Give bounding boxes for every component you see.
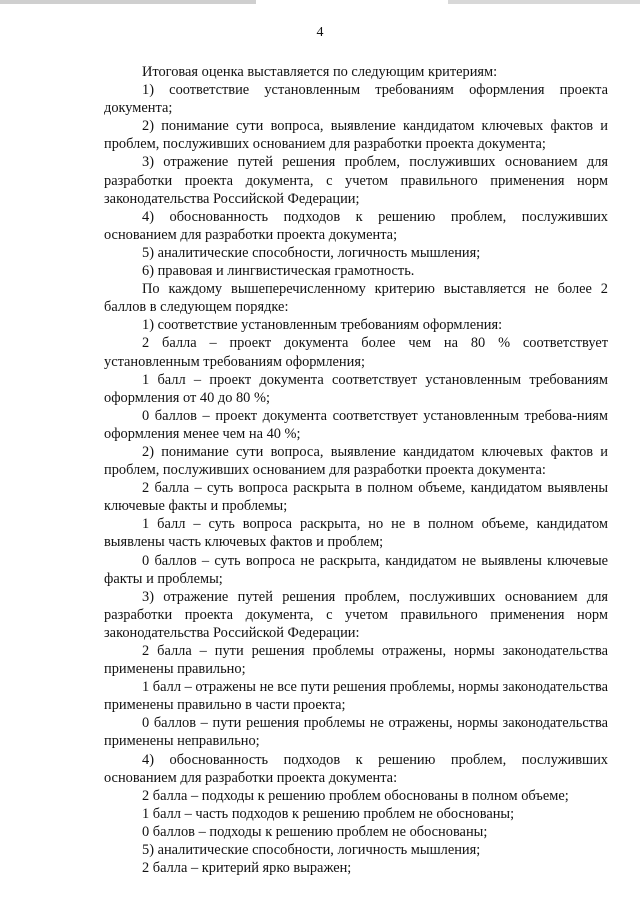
score-1-point: 1 балл – проект документа соответствует установленным требованиям оформления от 40 до 80 %; [104, 371, 608, 406]
scoring-criterion-2: 2) понимание сути вопроса, выявление кандидатом ключевых фактов и проблем, послуживших основанием для разработки проекта документа: [104, 443, 608, 479]
criterion-4: 4) обоснованность подходов к решению проблем, послуживших основанием для разработки проекта документа; [104, 208, 608, 243]
document-body [104, 63, 608, 877]
criterion-1: 1) соответствие установленным требованиям оформления проекта документа; [104, 82, 608, 117]
score-1-point: 1 балл – суть вопроса раскрыта, но не в полном объеме, кандидатом выявлены часть ключевых фактов и проблем; [104, 516, 608, 551]
score-2-points: 2 балла – подходы к решению проблем обоснованы в полном объеме; [142, 787, 569, 804]
score-0-points: 0 баллов – проект документа соответствует установленным требова-ниям оформления менее чем на 40 %; [104, 407, 608, 442]
criterion-2: 2) понимание сути вопроса, выявление кандидатом ключевых фактов и проблем, послуживших основанием для разработки проекта документа; [104, 118, 608, 153]
score-0-points: 0 баллов – суть вопроса не раскрыта, кандидатом не выявлены ключевые факты и проблемы; [104, 552, 608, 587]
paragraph-intro: Итоговая оценка выставляется по следующим критериям: [142, 64, 498, 80]
scoring-criterion-4: 4) обоснованность подходов к решению проблем, послуживших основанием для разработки проекта документа: [104, 751, 608, 786]
score-2-points: 2 балла – пути решения проблемы отражены, нормы законодательства применены правильно; [104, 643, 608, 678]
score-1-point: 1 балл – часть подходов к решению проблем не обоснованы; [142, 805, 515, 822]
criterion-3: 3) отражение путей решения проблем, послуживших основанием для разработки проекта документа, с учетом правильного применения норм законодательства Российской Федерации; [104, 154, 608, 207]
scoring-criterion-5: 5) аналитические способности, логичность мышления; [142, 842, 481, 859]
page-number: 4 [316, 25, 324, 40]
score-2-points: 2 балла – проект документа более чем на 80 % соответствует установленным требованиям оформления; [104, 335, 608, 370]
scoring-intro: По каждому вышеперечисленному критерию выставляется не более 2 баллов в следующем порядке: [104, 281, 608, 316]
score-1-point: 1 балл – отражены не все пути решения проблемы, нормы законодательства применены правильно в части проекта; [104, 679, 608, 714]
criterion-6: 6) правовая и лингвистическая грамотность. [142, 263, 415, 280]
score-0-points: 0 баллов – пути решения проблемы не отражены, нормы законодательства применены неправильно; [104, 715, 608, 750]
criterion-5: 5) аналитические способности, логичность мышления; [142, 244, 481, 261]
scoring-criterion-3: 3) отражение путей решения проблем, послуживших основанием для разработки проекта документа, с учетом правильного применения норм законодательства Российской Федерации: [104, 588, 608, 641]
score-2-points: 2 балла – критерий ярко выражен; [142, 860, 352, 877]
scoring-criterion-1: 1) соответствие установленным требованиям оформления: [142, 317, 503, 334]
score-0-points: 0 баллов – подходы к решению проблем не обоснованы; [142, 823, 488, 840]
score-2-points: 2 балла – суть вопроса раскрыта в полном объеме, кандидатом выявлены ключевые факты и проблемы; [104, 480, 608, 515]
scan-top-edge [0, 0, 640, 4]
